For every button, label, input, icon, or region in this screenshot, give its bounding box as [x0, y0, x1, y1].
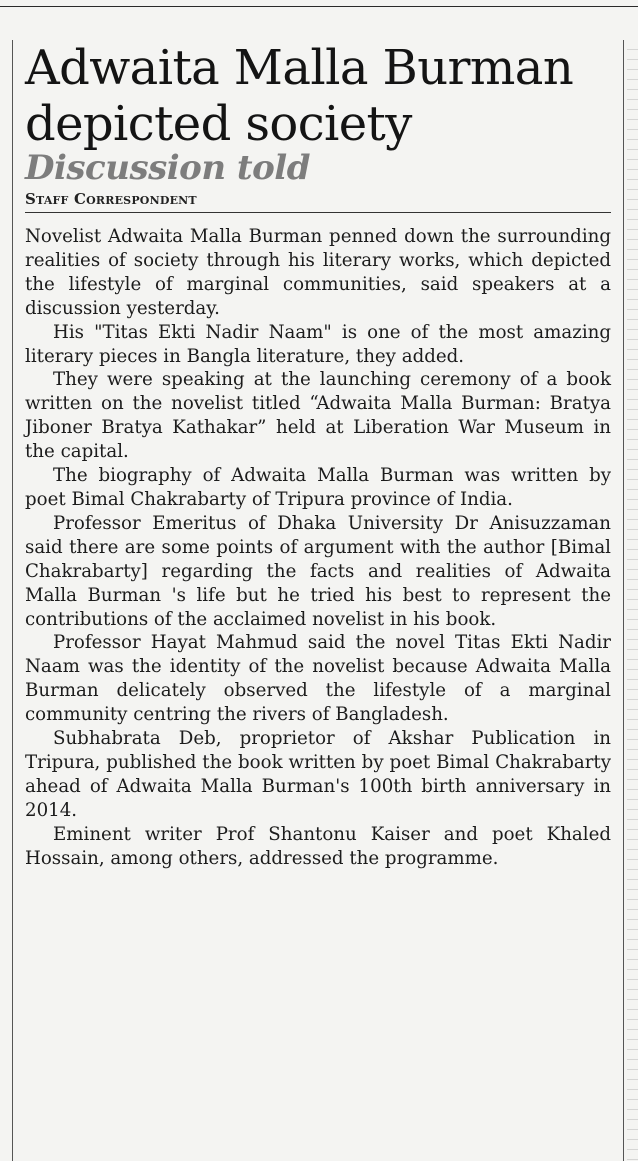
paragraph: They were speaking at the launching ceremony of a book written on the novelist titled “Adwaita Malla Burman: Bratya Jiboner Bratya Kathakar” held at Liberation War Museum in the capital. — [25, 369, 611, 463]
news-article — [25, 40, 611, 870]
headline: Adwaita Malla Burman depicted society — [25, 40, 574, 152]
top-rule — [0, 6, 638, 7]
subheadline: Discussion told — [25, 148, 310, 188]
paragraph: Eminent writer Prof Shantonu Kaiser and poet Khaled Hossain, among others, addressed the programme. — [25, 823, 611, 869]
paragraph: Professor Emeritus of Dhaka University Dr Anisuzzaman said there are some points of argument with the author [Bimal Chakrabarty] regarding the facts and realities of Adwaita Malla Burman 's life but he tried his best to represent the contributions of the acclaimed novelist in his book. — [25, 512, 611, 630]
paragraph: His "Titas Ekti Nadir Naam" is one of the most amazing literary pieces in Bangla literature, they added. — [25, 321, 611, 367]
article-body — [25, 225, 611, 870]
column-right-rule — [623, 40, 624, 1161]
paragraph: Subhabrata Deb, proprietor of Akshar Publication in Tripura, published the book written by poet Bimal Chakrabarty ahead of Adwaita Malla Burman's 100th birth anniversary in 2014. — [25, 728, 611, 821]
column-left-rule — [12, 40, 13, 1161]
adjacent-column-edge — [627, 40, 638, 1161]
paragraph: The biography of Adwaita Malla Burman was written by poet Bimal Chakrabarty of Tripura province of India. — [25, 465, 611, 510]
byline: Staff Correspondent — [25, 190, 611, 213]
paragraph: Professor Hayat Mahmud said the novel Titas Ekti Nadir Naam was the identity of the novelist because Adwaita Malla Burman delicately observed the lifestyle of a marginal community centring the rivers of Bangladesh. — [25, 632, 611, 726]
paragraph: Novelist Adwaita Malla Burman penned down the surrounding realities of society through his literary works, which depicted the lifestyle of marginal communities, said speakers at a discussion yesterday. — [25, 226, 611, 319]
